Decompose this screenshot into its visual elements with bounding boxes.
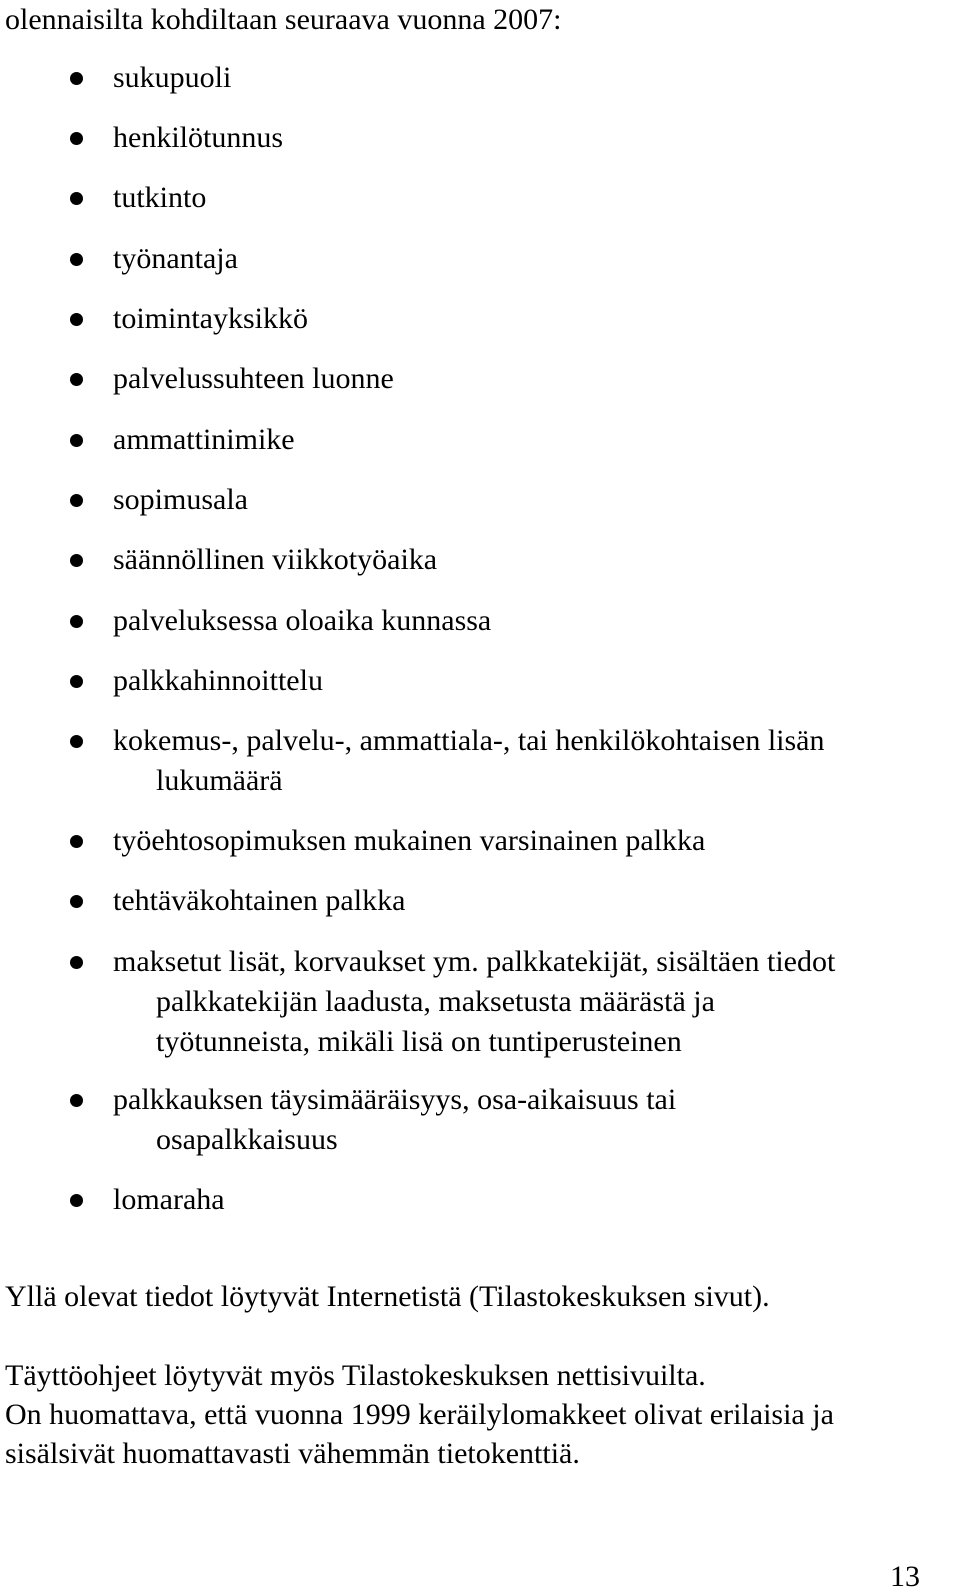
list-item-text: palkkauksen täysimääräisyys, osa-aikaisuus tai (113, 1083, 677, 1116)
bullet-icon (70, 313, 83, 326)
bullet-icon (70, 72, 83, 85)
bullet-icon (70, 1194, 83, 1207)
bullet-icon (70, 373, 83, 386)
list-item-text: ammattinimike (113, 423, 295, 456)
paragraph-line: Yllä olevat tiedot löytyvät Internetistä (Tilastokeskuksen sivut). (5, 1280, 770, 1313)
list-item-text: kokemus-, palvelu-, ammattiala-, tai henkilökohtaisen lisän (113, 724, 825, 757)
list-item-text: palkkatekijän laadusta, maksetusta määrästä ja (156, 985, 715, 1018)
intro-text: olennaisilta kohdiltaan seuraava vuonna 2007: (5, 3, 562, 36)
list-item-text: tehtäväkohtainen palkka (113, 884, 406, 917)
list-item-text: sukupuoli (113, 61, 232, 94)
list-item-text: sopimusala (113, 483, 248, 516)
bullet-icon (70, 253, 83, 266)
list-item-text: työehtosopimuksen mukainen varsinainen palkka (113, 824, 706, 857)
paragraph-line: sisälsivät huomattavasti vähemmän tietokenttiä. (5, 1437, 580, 1470)
paragraph-line: Täyttöohjeet löytyvät myös Tilastokeskuksen nettisivuilta. (5, 1359, 706, 1392)
bullet-icon (70, 735, 83, 748)
bullet-icon (70, 494, 83, 507)
bullet-icon (70, 192, 83, 205)
page-number: 13 (890, 1560, 920, 1593)
bullet-icon (70, 615, 83, 628)
list-item-text: osapalkkaisuus (156, 1123, 338, 1156)
bullet-icon (70, 434, 83, 447)
source-paragraph (5, 1277, 770, 1316)
list-item-text: toimintayksikkö (113, 302, 308, 335)
list-item-text: henkilötunnus (113, 121, 283, 154)
list-item-text: työtunneista, mikäli lisä on tuntiperusteinen (156, 1025, 682, 1058)
bullet-icon (70, 675, 83, 688)
bullet-icon (70, 1094, 83, 1107)
list-item-text: palkkahinnoittelu (113, 664, 323, 697)
bullet-icon (70, 554, 83, 567)
list-item-text: palveluksessa oloaika kunnassa (113, 604, 492, 637)
bullet-icon (70, 895, 83, 908)
bullet-icon (70, 835, 83, 848)
list-item-text: säännöllinen viikkotyöaika (113, 543, 438, 576)
list-item-text: lukumäärä (156, 764, 283, 797)
bullet-icon (70, 132, 83, 145)
list-item-text: lomaraha (113, 1183, 225, 1216)
list-item-text: palvelussuhteen luonne (113, 362, 394, 395)
list-item-text: tutkinto (113, 181, 207, 214)
paragraph-line: On huomattava, että vuonna 1999 keräilylomakkeet olivat erilaisia ja (5, 1398, 834, 1431)
bullet-icon (70, 956, 83, 969)
instructions-paragraph (5, 1356, 834, 1473)
list-item-text: työnantaja (113, 242, 238, 275)
list-item-text: maksetut lisät, korvaukset ym. palkkatekijät, sisältäen tiedot (113, 945, 836, 978)
